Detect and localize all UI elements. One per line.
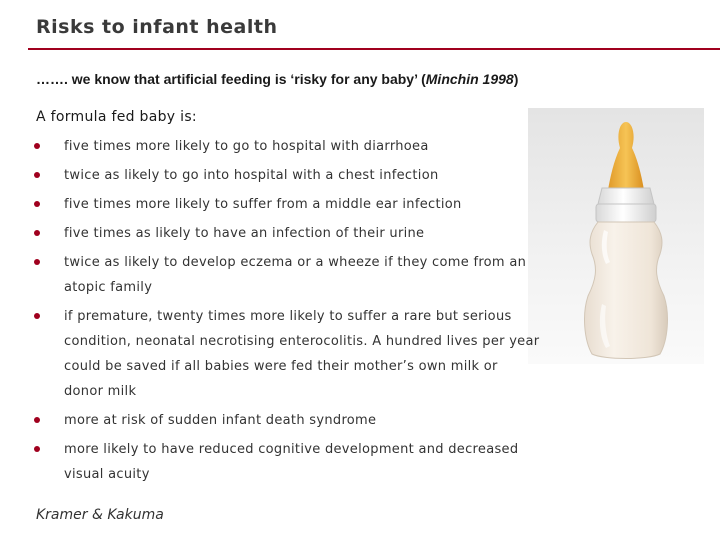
list-item-text: five times more likely to suffer from a middle ear infection [64, 197, 462, 212]
bullet-dot [34, 172, 40, 178]
list-item [30, 408, 540, 433]
intro-statement [36, 71, 518, 87]
baby-bottle-photo [528, 108, 704, 364]
bullet-dot [34, 230, 40, 236]
bullet-dot [34, 259, 40, 265]
bullet-dot [34, 313, 40, 319]
list-item-text: more likely to have reduced cognitive development and decreased visual acuity [64, 442, 519, 482]
list-item [30, 221, 540, 246]
risk-list [30, 134, 540, 491]
list-item-text: five times as likely to have an infection of their urine [64, 226, 425, 241]
list-lead: A formula fed baby is: [36, 109, 197, 125]
list-item-text: twice as likely to go into hospital with a chest infection [64, 168, 439, 183]
list-item-text: more at risk of sudden infant death syndrome [64, 413, 377, 428]
list-item [30, 192, 540, 217]
bullet-dot [34, 201, 40, 207]
title-divider [28, 48, 720, 50]
intro-prefix: ……. we know that artificial feeding is ‘risky for any baby’ ( [36, 71, 426, 87]
list-item [30, 304, 540, 404]
list-item [30, 250, 540, 300]
list-item-text: five times more likely to go to hospital with diarrhoea [64, 139, 429, 154]
bullet-dot [34, 417, 40, 423]
list-item-text: if premature, twenty times more likely to suffer a rare but serious condition, neonatal necrotising enterocolitis. A hundred lives per year could be saved if all babies were fed their mother’s own milk or donor milk [64, 309, 540, 399]
list-item-text: twice as likely to develop eczema or a wheeze if they come from an atopic family [64, 255, 527, 295]
bullet-dot [34, 143, 40, 149]
bullet-dot [34, 446, 40, 452]
list-item [30, 134, 540, 159]
intro-source: Minchin 1998 [425, 71, 514, 87]
list-item [30, 163, 540, 188]
intro-suffix: ) [513, 71, 519, 87]
list-item [30, 437, 540, 487]
slide-title: Risks to infant health [36, 16, 278, 38]
citation: Kramer & Kakuma [36, 507, 164, 523]
